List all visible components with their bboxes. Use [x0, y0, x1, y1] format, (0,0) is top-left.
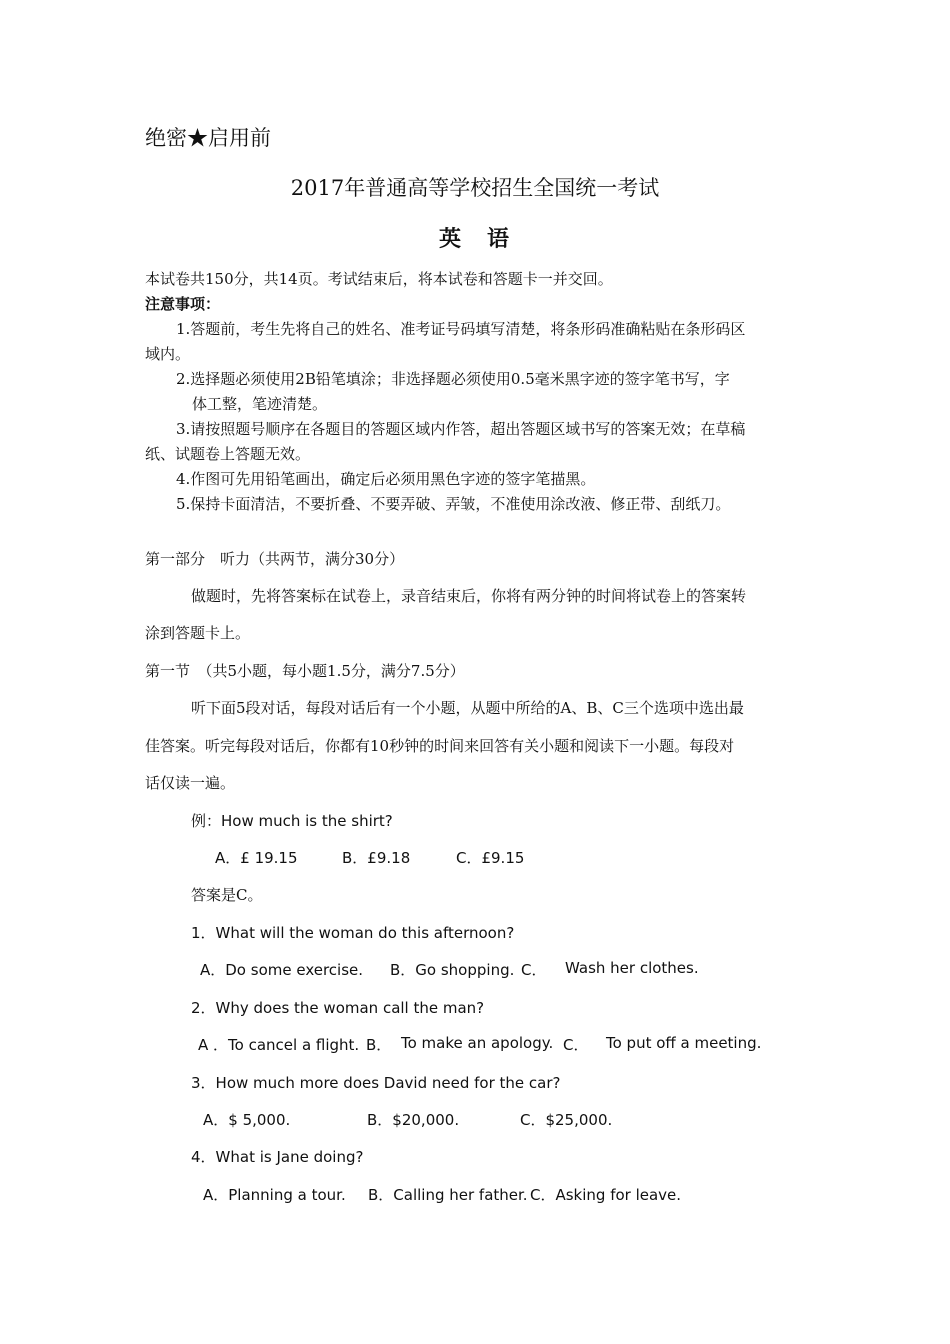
section1-instruction-c: 话仅读一遍。: [145, 774, 236, 792]
q1-option-c-label: C．: [521, 961, 547, 979]
question-1: 1．What will the woman do this afternoon?: [191, 924, 515, 942]
note-1a: 1.答题前，考生先将自己的姓名、准考证号码填写清楚，将条形码准确粘贴在条形码区: [176, 320, 746, 338]
note-2b: 体工整，笔迹清楚。: [192, 395, 328, 413]
section1-instruction-b: 佳答案。听完每段对话后，你都有10秒钟的时间来回答有关小题和阅读下一小题。每段对: [145, 737, 735, 755]
note-4: 4.作图可先用铅笔画出，确定后必须用黑色字迹的签字笔描黑。: [176, 470, 596, 488]
confidential-label: 绝密★启用前: [145, 126, 271, 150]
example-answer: 答案是C。: [191, 886, 263, 904]
part1-instruction-b: 涂到答题卡上。: [145, 624, 251, 642]
note-3a: 3.请按照题号顺序在各题目的答题区域内作答，超出答题区域书写的答案无效；在草稿: [176, 420, 746, 438]
q2-option-b: To make an apology.: [401, 1034, 554, 1052]
example-question: [191, 810, 393, 831]
note-5: 5.保持卡面清洁，不要折叠、不要弄破、弄皱，不准使用涂改液、修正带、刮纸刀。: [176, 495, 731, 513]
note-3b: 纸、试题卷上答题无效。: [145, 445, 311, 463]
exam-title: 2017年普通高等学校招生全国统一考试: [290, 176, 660, 200]
part1-heading: 第一部分 听力（共两节，满分30分）: [145, 550, 405, 568]
q1-option-a: A．Do some exercise.: [200, 961, 364, 979]
q2-option-a: A ．To cancel a flight.: [198, 1036, 360, 1054]
example-option-c: C．£9.15: [456, 849, 525, 867]
part1-instruction-a: 做题时，先将答案标在试卷上，录音结束后，你将有两分钟的时间将试卷上的答案转: [191, 587, 747, 605]
q3-option-c: C．$25,000.: [520, 1111, 613, 1129]
q2-option-b-label: B．: [366, 1036, 392, 1054]
q3-option-b: B．$20,000.: [367, 1111, 460, 1129]
q2-option-c: To put off a meeting.: [606, 1034, 762, 1052]
q1-option-c: Wash her clothes.: [565, 959, 699, 977]
q4-option-c: C．Asking for leave.: [530, 1186, 682, 1204]
question-2: 2．Why does the woman call the man?: [191, 999, 485, 1017]
note-2a: 2.选择题必须使用2B铅笔填涂；非选择题必须使用0.5毫米黑字迹的签字笔书写，字: [176, 370, 730, 388]
question-3: 3．How much more does David need for the car?: [191, 1074, 561, 1092]
q4-option-b: B．Calling her father.: [368, 1186, 528, 1204]
q2-option-c-label: C．: [563, 1036, 589, 1054]
intro-text: 本试卷共150分，共14页。考试结束后，将本试卷和答题卡一并交回。: [145, 270, 613, 288]
example-question-text: 例：How much is the shirt?: [191, 812, 393, 830]
q3-option-a: A．$ 5,000.: [203, 1111, 291, 1129]
q1-option-b: B．Go shopping.: [390, 961, 515, 979]
subject-title: 英 语: [438, 226, 511, 252]
section1-instruction-a: 听下面5段对话，每段对话后有一个小题，从题中所给的A、B、C三个选项中选出最: [191, 699, 744, 717]
example-option-b: B．£9.18: [342, 849, 411, 867]
q4-option-a: A．Planning a tour.: [203, 1186, 346, 1204]
example-option-a: A．£ 19.15: [215, 849, 298, 867]
section1-heading: 第一节 （共5小题，每小题1.5分，满分7.5分）: [145, 662, 465, 680]
question-4: 4．What is Jane doing?: [191, 1148, 364, 1166]
notes-title: 注意事项：: [145, 295, 221, 313]
note-1b: 域内。: [145, 345, 191, 363]
